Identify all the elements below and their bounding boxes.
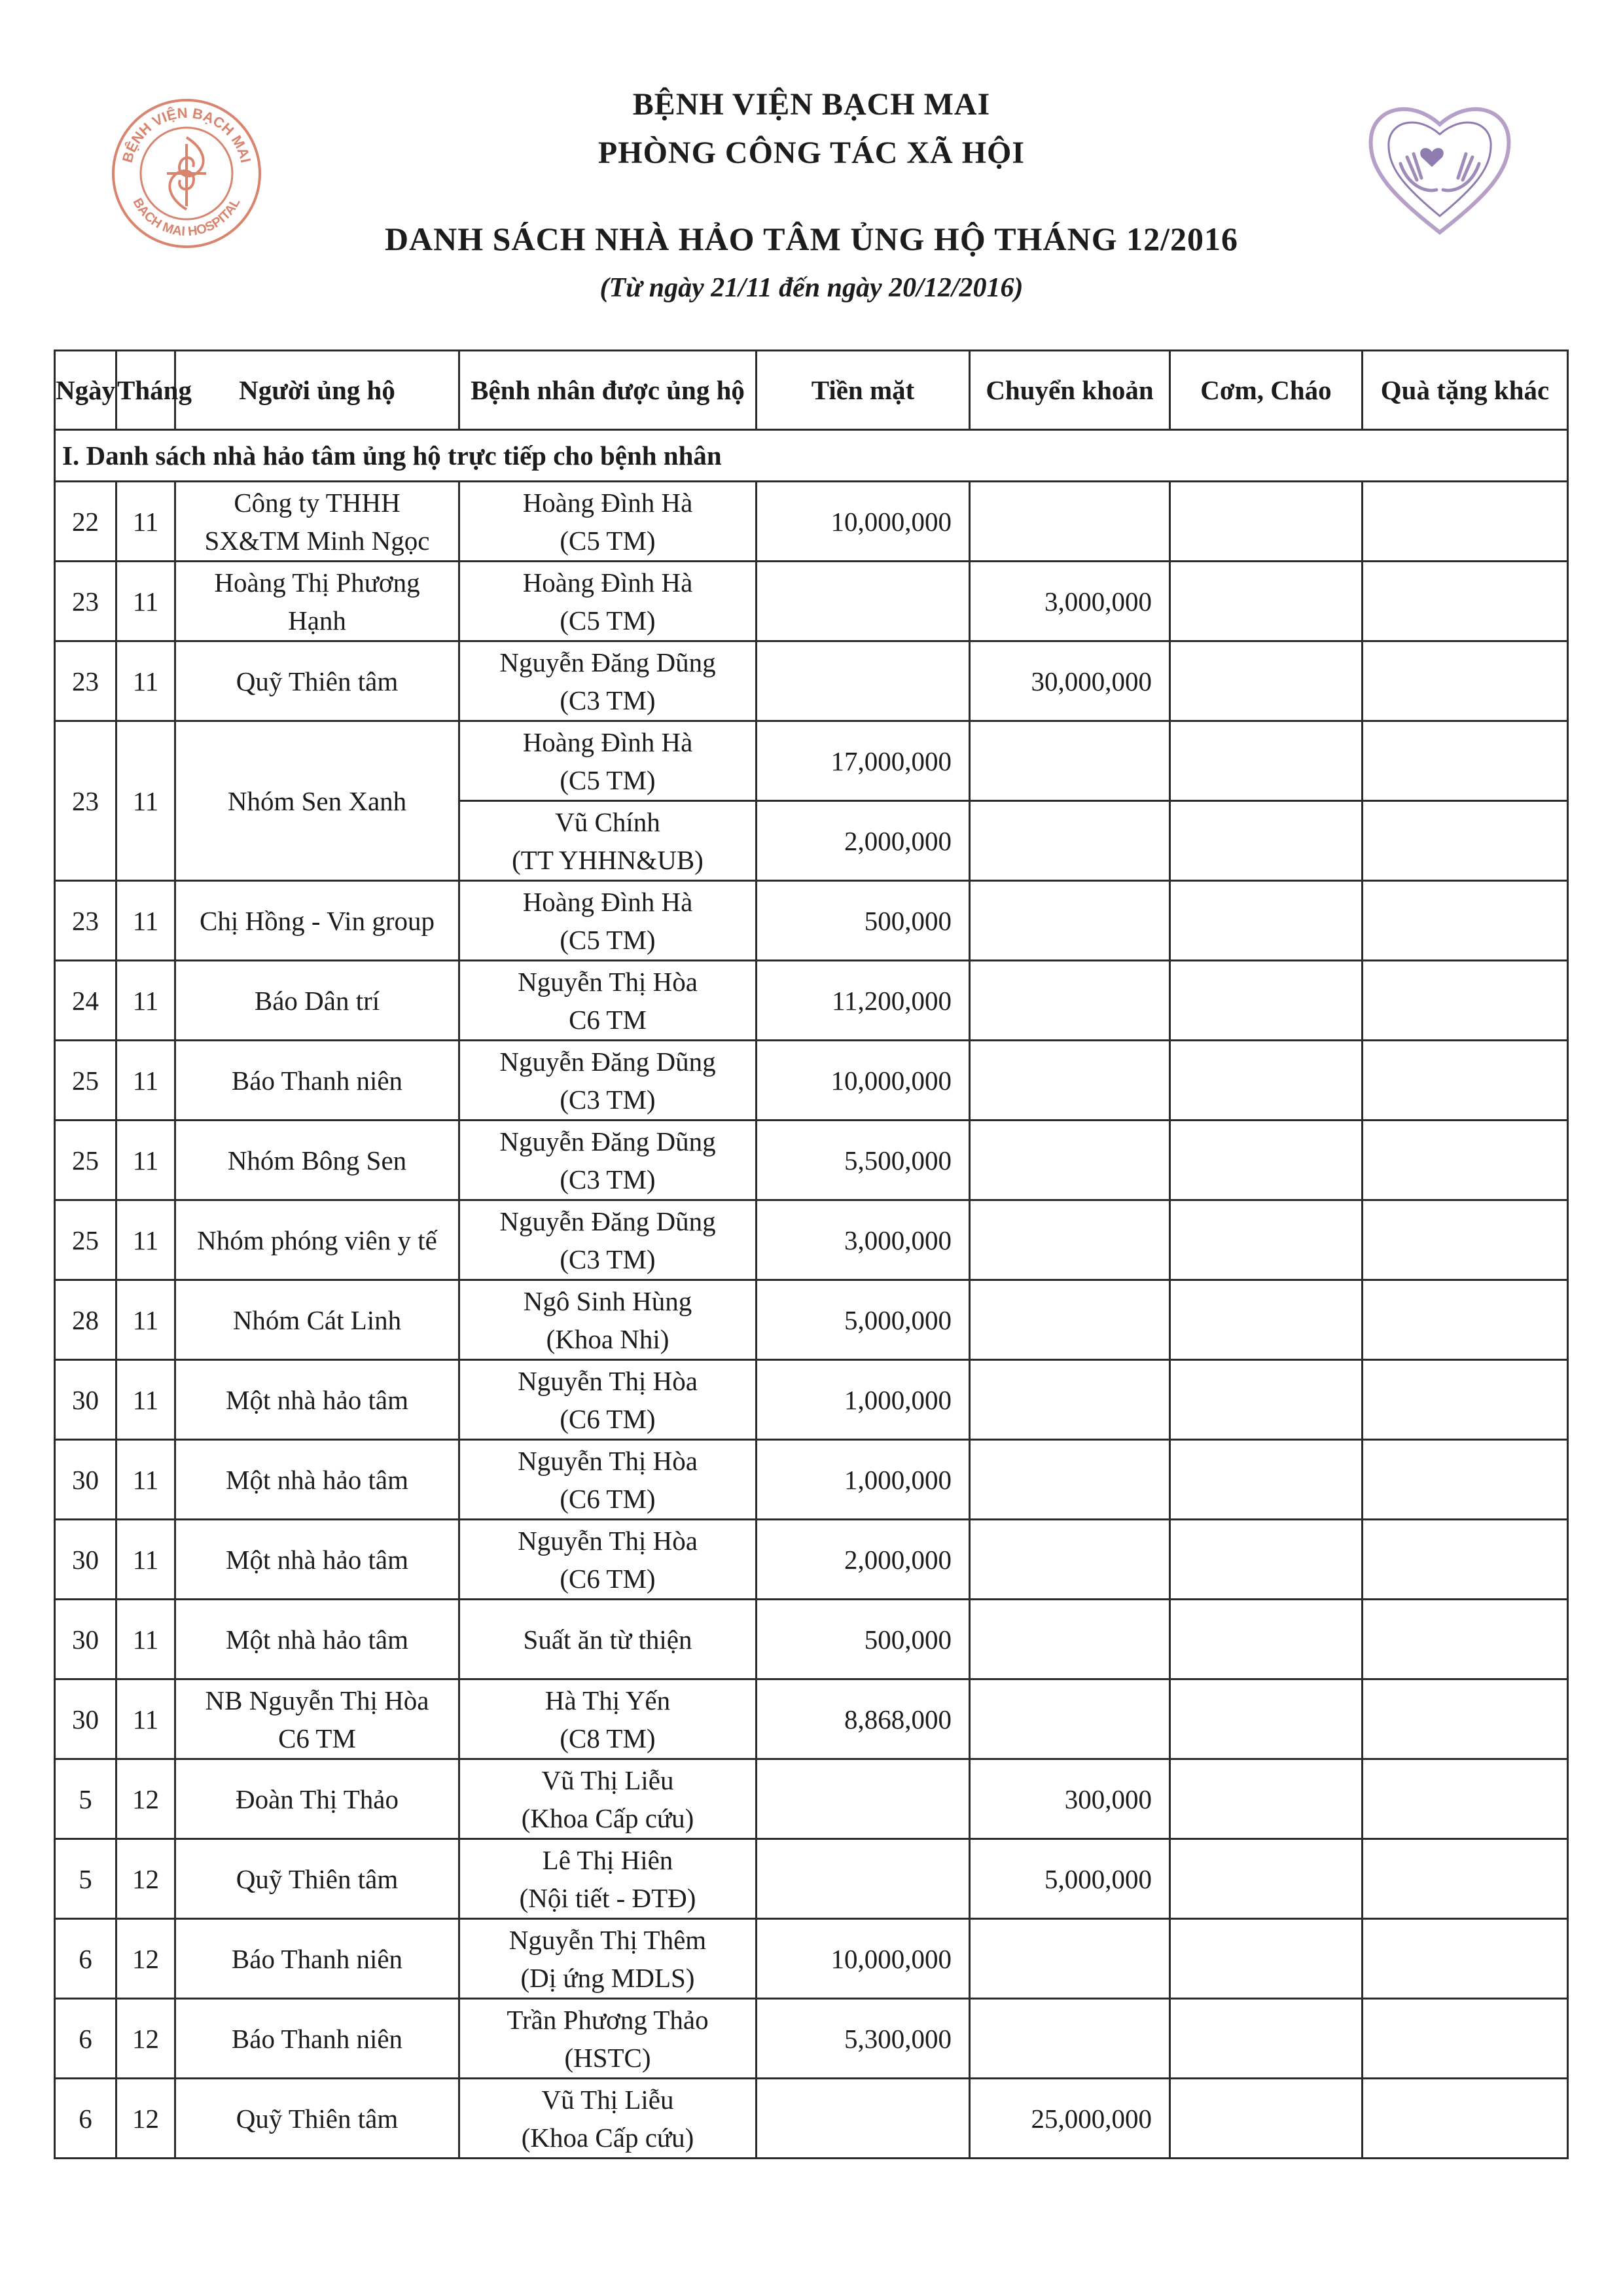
cell-meal xyxy=(1170,562,1363,641)
cell-cash: 5,000,000 xyxy=(757,1280,970,1360)
cell-gift xyxy=(1363,1999,1568,2079)
cell-gift xyxy=(1363,1600,1568,1679)
cell-day: 24 xyxy=(55,961,116,1041)
table-row xyxy=(55,961,1568,1041)
cell-donor xyxy=(175,881,459,961)
cell-month: 11 xyxy=(116,1121,175,1200)
cell-cash: 2,000,000 xyxy=(757,1520,970,1600)
cell-transfer xyxy=(970,1520,1170,1600)
cell-patient-line: Nguyễn Đăng Dũng xyxy=(499,647,716,677)
cell-gift xyxy=(1363,1041,1568,1121)
cell-cash: 1,000,000 xyxy=(757,1440,970,1520)
cell-patient-line: Nguyễn Đăng Dũng xyxy=(499,1046,716,1077)
cell-patient xyxy=(459,1200,757,1280)
cell-gift xyxy=(1363,1839,1568,1919)
cell-donor-line: Báo Thanh niên xyxy=(231,1065,403,1096)
cell-cash: 5,300,000 xyxy=(757,1999,970,2079)
cell-cash xyxy=(757,1759,970,1839)
cell-donor-line: Một nhà hảo tâm xyxy=(226,1384,408,1415)
cell-meal xyxy=(1170,1200,1363,1280)
cell-gift xyxy=(1363,1360,1568,1440)
cell-meal xyxy=(1170,961,1363,1041)
cell-meal xyxy=(1170,482,1363,562)
cell-transfer xyxy=(970,1360,1170,1440)
cell-meal xyxy=(1170,1839,1363,1919)
table-row xyxy=(55,1520,1568,1600)
cell-day: 5 xyxy=(55,1759,116,1839)
cell-donor-line: Đoàn Thị Thảo xyxy=(235,1784,399,1814)
cell-gift xyxy=(1363,641,1568,721)
cell-donor-line: Nhóm Sen Xanh xyxy=(227,785,407,816)
col-header-month: Tháng xyxy=(116,351,175,430)
cell-patient xyxy=(459,2079,757,2159)
cell-patient-line: (C8 TM) xyxy=(560,1723,656,1753)
document-title: DANH SÁCH NHÀ HẢO TÂM ỦNG HỘ THÁNG 12/2016 xyxy=(384,221,1239,257)
cell-donor-line: Quỹ Thiên tâm xyxy=(236,2103,399,2134)
cell-month: 11 xyxy=(116,482,175,562)
cell-donor xyxy=(175,1919,459,1999)
cell-gift xyxy=(1363,801,1568,881)
table-row xyxy=(55,1600,1568,1679)
cell-transfer xyxy=(970,1280,1170,1360)
cell-day: 30 xyxy=(55,1440,116,1520)
cell-meal xyxy=(1170,1280,1363,1360)
cell-day: 22 xyxy=(55,482,116,562)
cell-meal xyxy=(1170,721,1363,801)
cell-donor xyxy=(175,1440,459,1520)
cell-gift xyxy=(1363,881,1568,961)
cell-day: 25 xyxy=(55,1200,116,1280)
cell-cash: 1,000,000 xyxy=(757,1360,970,1440)
cell-cash: 10,000,000 xyxy=(757,482,970,562)
cell-patient xyxy=(459,1600,757,1679)
cell-patient-line: (C3 TM) xyxy=(560,1244,656,1274)
cell-patient xyxy=(459,641,757,721)
cell-patient-line: Lê Thị Hiên xyxy=(542,1844,673,1875)
section-title: I. Danh sách nhà hảo tâm ủng hộ trực tiếp cho bệnh nhân xyxy=(55,430,1568,482)
cell-transfer xyxy=(970,1600,1170,1679)
cell-transfer xyxy=(970,721,1170,801)
table-row xyxy=(55,1999,1568,2079)
cell-donor xyxy=(175,1679,459,1759)
cell-patient-line: Nguyễn Thị Thêm xyxy=(508,1924,707,1955)
cell-donor-line: Một nhà hảo tâm xyxy=(226,1544,408,1575)
cell-month: 11 xyxy=(116,1200,175,1280)
cell-patient-line: Vũ Thị Liễu xyxy=(541,2084,674,2115)
cell-day: 30 xyxy=(55,1679,116,1759)
cell-transfer xyxy=(970,881,1170,961)
cell-gift xyxy=(1363,2079,1568,2159)
cell-day: 23 xyxy=(55,721,116,881)
cell-donor xyxy=(175,562,459,641)
seal-ring-text-top: BỆNH VIỆN BẠCH MAI xyxy=(118,104,255,165)
cell-donor xyxy=(175,1200,459,1280)
cell-transfer xyxy=(970,1440,1170,1520)
cell-patient-line: (C5 TM) xyxy=(560,525,656,556)
cell-donor xyxy=(175,1999,459,2079)
cell-month: 11 xyxy=(116,641,175,721)
cell-cash: 10,000,000 xyxy=(757,1041,970,1121)
cell-patient-line: (C3 TM) xyxy=(560,685,656,715)
cell-meal xyxy=(1170,1440,1363,1520)
cell-transfer xyxy=(970,801,1170,881)
cell-cash xyxy=(757,641,970,721)
cell-month: 12 xyxy=(116,2079,175,2159)
table-row xyxy=(55,1759,1568,1839)
cell-cash: 17,000,000 xyxy=(757,721,970,801)
cell-patient-line: (Nội tiết - ĐTĐ) xyxy=(519,1882,696,1913)
cell-transfer: 25,000,000 xyxy=(970,2079,1170,2159)
cell-transfer xyxy=(970,1121,1170,1200)
table-row xyxy=(55,562,1568,641)
cell-donor xyxy=(175,1600,459,1679)
cell-patient xyxy=(459,1041,757,1121)
cell-patient-line: (C5 TM) xyxy=(560,764,656,795)
table-row xyxy=(55,1200,1568,1280)
cell-patient xyxy=(459,1999,757,2079)
cell-patient xyxy=(459,1280,757,1360)
cell-transfer: 5,000,000 xyxy=(970,1839,1170,1919)
cell-donor xyxy=(175,1520,459,1600)
cell-transfer xyxy=(970,482,1170,562)
cell-donor-line: Báo Thanh niên xyxy=(231,2023,403,2054)
cell-day: 25 xyxy=(55,1041,116,1121)
cell-cash: 2,000,000 xyxy=(757,801,970,881)
cell-gift xyxy=(1363,1679,1568,1759)
cell-day: 30 xyxy=(55,1360,116,1440)
cell-donor xyxy=(175,1280,459,1360)
cell-patient-line: Hoàng Đình Hà xyxy=(522,886,693,917)
cell-transfer xyxy=(970,1041,1170,1121)
cell-meal xyxy=(1170,1999,1363,2079)
cell-month: 11 xyxy=(116,1360,175,1440)
table-row xyxy=(55,1041,1568,1121)
cell-patient xyxy=(459,1759,757,1839)
cell-patient-line: (HSTC) xyxy=(564,2042,651,2073)
cell-gift xyxy=(1363,1759,1568,1839)
cell-day: 6 xyxy=(55,1999,116,2079)
cell-donor xyxy=(175,1360,459,1440)
cell-transfer: 300,000 xyxy=(970,1759,1170,1839)
cell-meal xyxy=(1170,1679,1363,1759)
cell-meal xyxy=(1170,1121,1363,1200)
cell-donor-line: C6 TM xyxy=(278,1723,356,1753)
cell-day: 28 xyxy=(55,1280,116,1360)
seal-ring-text-bottom: BACH MAI HOSPITAL xyxy=(130,196,243,240)
cell-gift xyxy=(1363,961,1568,1041)
cell-meal xyxy=(1170,801,1363,881)
cell-cash: 10,000,000 xyxy=(757,1919,970,1999)
cell-gift xyxy=(1363,1919,1568,1999)
cell-transfer xyxy=(970,1679,1170,1759)
cell-month: 12 xyxy=(116,1919,175,1999)
cell-cash xyxy=(757,1839,970,1919)
cell-patient xyxy=(459,1520,757,1600)
cell-donor-line: Báo Dân trí xyxy=(254,985,380,1016)
table-header-row xyxy=(55,351,1568,430)
cell-donor-line: Quỹ Thiên tâm xyxy=(236,666,399,696)
table-row xyxy=(55,2079,1568,2159)
cell-donor xyxy=(175,2079,459,2159)
cell-donor-line: Một nhà hảo tâm xyxy=(226,1624,408,1655)
cell-day: 25 xyxy=(55,1121,116,1200)
cell-month: 12 xyxy=(116,1839,175,1919)
cell-patient-line: (Khoa Cấp cứu) xyxy=(521,2122,694,2153)
cell-donor-line: Nhóm Bông Sen xyxy=(227,1145,407,1175)
cell-month: 11 xyxy=(116,1041,175,1121)
cell-patient-line: Vũ Chính xyxy=(555,806,660,837)
cell-patient xyxy=(459,881,757,961)
cell-patient-line: (TT YHHN&UB) xyxy=(512,844,704,875)
cell-patient-line: Nguyễn Thị Hòa xyxy=(518,1525,698,1556)
cell-donor xyxy=(175,1121,459,1200)
cell-patient-line: Vũ Thị Liễu xyxy=(541,1765,674,1795)
col-header-day: Ngày xyxy=(55,351,116,430)
cell-meal xyxy=(1170,1360,1363,1440)
cell-donor-line: Nhóm phóng viên y tế xyxy=(197,1225,437,1255)
cell-patient xyxy=(459,562,757,641)
donor-table xyxy=(54,350,1569,2159)
section-row xyxy=(55,430,1568,482)
table-row xyxy=(55,641,1568,721)
date-range: (Từ ngày 21/11 đến ngày 20/12/2016) xyxy=(599,273,1024,303)
cell-meal xyxy=(1170,1600,1363,1679)
cell-month: 11 xyxy=(116,1679,175,1759)
cell-patient-line: Suất ăn từ thiện xyxy=(523,1624,692,1655)
hospital-name: BỆNH VIỆN BẠCH MAI xyxy=(632,87,991,122)
cell-day: 23 xyxy=(55,562,116,641)
table-row xyxy=(55,1839,1568,1919)
cell-gift xyxy=(1363,1121,1568,1200)
cell-month: 11 xyxy=(116,961,175,1041)
cell-donor xyxy=(175,1839,459,1919)
cell-patient-line: Ngô Sinh Hùng xyxy=(523,1285,692,1316)
cell-month: 11 xyxy=(116,1280,175,1360)
col-header-transfer: Chuyển khoản xyxy=(970,351,1170,430)
cell-day: 30 xyxy=(55,1600,116,1679)
table-row xyxy=(55,721,1568,801)
cell-meal xyxy=(1170,1919,1363,1999)
cell-donor-line: Quỹ Thiên tâm xyxy=(236,1863,399,1894)
cell-donor-line: Báo Thanh niên xyxy=(231,1943,403,1974)
cell-month: 11 xyxy=(116,562,175,641)
cell-donor-line: SX&TM Minh Ngọc xyxy=(204,525,430,556)
col-header-donor: Người ủng hộ xyxy=(175,351,459,430)
cell-patient xyxy=(459,482,757,562)
cell-meal xyxy=(1170,1759,1363,1839)
cell-patient xyxy=(459,801,757,881)
table-row xyxy=(55,1280,1568,1360)
cell-cash: 500,000 xyxy=(757,881,970,961)
cell-cash: 8,868,000 xyxy=(757,1679,970,1759)
cell-meal xyxy=(1170,1520,1363,1600)
cell-gift xyxy=(1363,1440,1568,1520)
cell-transfer xyxy=(970,961,1170,1041)
cell-donor xyxy=(175,1041,459,1121)
cell-gift xyxy=(1363,562,1568,641)
cell-patient-line: Nguyễn Đăng Dũng xyxy=(499,1126,716,1157)
cell-transfer: 30,000,000 xyxy=(970,641,1170,721)
cell-gift xyxy=(1363,1280,1568,1360)
cell-cash: 3,000,000 xyxy=(757,1200,970,1280)
cell-patient-line: Hoàng Đình Hà xyxy=(522,567,693,598)
cell-meal xyxy=(1170,1041,1363,1121)
department-name: PHÒNG CÔNG TÁC XÃ HỘI xyxy=(597,135,1026,170)
cell-day: 23 xyxy=(55,641,116,721)
cell-month: 12 xyxy=(116,1759,175,1839)
cell-donor-line: Hoàng Thị Phương xyxy=(214,567,420,598)
cell-donor xyxy=(175,482,459,562)
table-row xyxy=(55,881,1568,961)
cell-patient-line: (C5 TM) xyxy=(560,605,656,636)
col-header-patient: Bệnh nhân được ủng hộ xyxy=(459,351,757,430)
cell-patient-line: Nguyễn Thị Hòa xyxy=(518,966,698,997)
cell-gift xyxy=(1363,721,1568,801)
cell-patient-line: (C6 TM) xyxy=(560,1563,656,1594)
cell-patient xyxy=(459,1440,757,1520)
cell-day: 5 xyxy=(55,1839,116,1919)
cell-patient-line: (Khoa Nhi) xyxy=(546,1323,669,1354)
cell-transfer xyxy=(970,1200,1170,1280)
cell-patient-line: (C5 TM) xyxy=(560,924,656,955)
cell-meal xyxy=(1170,2079,1363,2159)
cell-patient-line: (C6 TM) xyxy=(560,1483,656,1514)
cell-patient xyxy=(459,1121,757,1200)
cell-donor xyxy=(175,641,459,721)
cell-day: 6 xyxy=(55,2079,116,2159)
cell-patient-line: (C3 TM) xyxy=(560,1164,656,1194)
cell-month: 12 xyxy=(116,1999,175,2079)
cell-patient-line: (C3 TM) xyxy=(560,1084,656,1115)
cell-month: 11 xyxy=(116,881,175,961)
cell-cash: 5,500,000 xyxy=(757,1121,970,1200)
cell-patient xyxy=(459,1839,757,1919)
cell-month: 11 xyxy=(116,1520,175,1600)
cell-gift xyxy=(1363,482,1568,562)
cell-month: 11 xyxy=(116,1600,175,1679)
cell-transfer xyxy=(970,1999,1170,2079)
cell-patient-line: (Dị ứng MDLS) xyxy=(520,1962,695,1993)
cell-donor-line: Nhóm Cát Linh xyxy=(232,1304,402,1335)
cell-patient xyxy=(459,1919,757,1999)
cell-cash xyxy=(757,562,970,641)
table-row xyxy=(55,1440,1568,1520)
cell-day: 23 xyxy=(55,881,116,961)
cell-patient-line: Hà Thị Yến xyxy=(544,1685,671,1715)
cell-gift xyxy=(1363,1520,1568,1600)
cell-cash xyxy=(757,2079,970,2159)
cell-meal xyxy=(1170,881,1363,961)
cell-month: 11 xyxy=(116,1440,175,1520)
cell-donor xyxy=(175,961,459,1041)
cell-donor-line: Công ty THHH xyxy=(234,487,401,518)
col-header-gift: Quà tặng khác xyxy=(1363,351,1568,430)
cell-day: 6 xyxy=(55,1919,116,1999)
col-header-meal: Cơm, Cháo xyxy=(1170,351,1363,430)
cell-cash: 500,000 xyxy=(757,1600,970,1679)
cell-transfer xyxy=(970,1919,1170,1999)
table-row xyxy=(55,1360,1568,1440)
cell-transfer: 3,000,000 xyxy=(970,562,1170,641)
cell-donor-line: Một nhà hảo tâm xyxy=(226,1464,408,1495)
cell-patient-line: Nguyễn Thị Hòa xyxy=(518,1445,698,1476)
cell-gift xyxy=(1363,1200,1568,1280)
cell-patient xyxy=(459,1679,757,1759)
cell-donor xyxy=(175,721,459,881)
table-row xyxy=(55,1121,1568,1200)
cell-day: 30 xyxy=(55,1520,116,1600)
cell-patient-line: C6 TM xyxy=(569,1004,647,1035)
col-header-cash: Tiền mặt xyxy=(757,351,970,430)
cell-patient-line: (Khoa Cấp cứu) xyxy=(521,1803,694,1833)
table-row xyxy=(55,482,1568,562)
cell-patient-line: Nguyễn Đăng Dũng xyxy=(499,1206,716,1236)
cell-donor xyxy=(175,1759,459,1839)
cell-patient-line: Nguyễn Thị Hòa xyxy=(518,1365,698,1396)
cell-donor-line: Hạnh xyxy=(288,605,346,636)
table-row xyxy=(55,1679,1568,1759)
cell-donor-line: NB Nguyễn Thị Hòa xyxy=(205,1685,429,1715)
table-row xyxy=(55,1919,1568,1999)
cell-meal xyxy=(1170,641,1363,721)
cell-patient xyxy=(459,721,757,801)
cell-patient-line: Hoàng Đình Hà xyxy=(522,726,693,757)
cell-patient-line: Hoàng Đình Hà xyxy=(522,487,693,518)
cell-donor-line: Chị Hồng - Vin group xyxy=(200,905,435,936)
cell-patient xyxy=(459,1360,757,1440)
cell-month: 11 xyxy=(116,721,175,881)
cell-patient-line: (C6 TM) xyxy=(560,1403,656,1434)
cell-patient xyxy=(459,961,757,1041)
cell-cash: 11,200,000 xyxy=(757,961,970,1041)
cell-patient-line: Trần Phương Thảo xyxy=(507,2004,709,2035)
